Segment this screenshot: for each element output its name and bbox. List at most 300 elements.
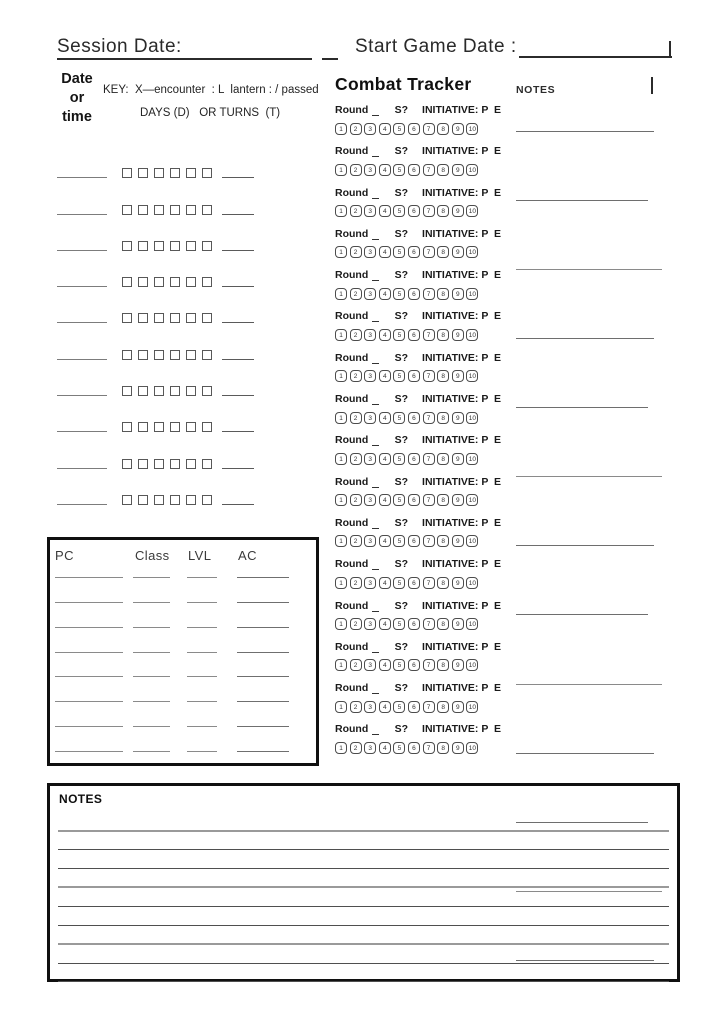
- date-time-fill-line[interactable]: [57, 394, 107, 396]
- notes-fill-line[interactable]: [58, 926, 669, 946]
- turn-checkbox[interactable]: [186, 205, 196, 215]
- segment-counter-chip[interactable]: 10: [466, 453, 478, 465]
- segment-counter-chip[interactable]: 9: [452, 246, 464, 258]
- segment-counter-chip[interactable]: 3: [364, 329, 376, 341]
- segment-counter-chip[interactable]: 3: [364, 205, 376, 217]
- segment-counter-chip[interactable]: 3: [364, 412, 376, 424]
- segment-counter-chip[interactable]: 5: [393, 412, 405, 424]
- turn-checkbox[interactable]: [202, 205, 212, 215]
- turn-count-fill-line[interactable]: [222, 394, 254, 396]
- time-log-row: [57, 142, 267, 178]
- segment-counter-chip[interactable]: 1: [335, 535, 347, 547]
- segment-counter-chip[interactable]: 6: [408, 494, 420, 506]
- combat-note-fill-line[interactable]: [516, 753, 654, 754]
- round-number-fill-line[interactable]: [372, 355, 378, 364]
- segment-counter-chip[interactable]: 1: [335, 618, 347, 630]
- turn-checkbox[interactable]: [186, 459, 196, 469]
- start-game-date-blank[interactable]: [519, 36, 672, 58]
- date-time-fill-line[interactable]: [57, 213, 107, 215]
- turn-checkbox[interactable]: [170, 313, 180, 323]
- turn-checkbox[interactable]: [202, 459, 212, 469]
- turn-checkbox[interactable]: [138, 386, 148, 396]
- turn-checkbox[interactable]: [186, 386, 196, 396]
- segment-counter-chip[interactable]: 9: [452, 370, 464, 382]
- turn-checkbox[interactable]: [122, 241, 132, 251]
- pc-table-header: Class: [135, 548, 170, 563]
- segment-counter-chip[interactable]: 1: [335, 288, 347, 300]
- segment-counter-chip[interactable]: 2: [350, 329, 362, 341]
- round-number-fill-line[interactable]: [372, 437, 378, 446]
- segment-counter-chip[interactable]: 6: [408, 370, 420, 382]
- segment-counter-chip[interactable]: 8: [437, 618, 449, 630]
- round-number-fill-line[interactable]: [372, 148, 378, 157]
- segment-counter-chip[interactable]: 5: [393, 370, 405, 382]
- segment-counter-chip[interactable]: 3: [364, 659, 376, 671]
- segment-counter-chip[interactable]: 10: [466, 494, 478, 506]
- date-time-fill-line[interactable]: [57, 321, 107, 323]
- pc-level-fill-line[interactable]: [187, 751, 217, 752]
- notes-fill-line[interactable]: [58, 812, 669, 832]
- turn-checkbox[interactable]: [170, 241, 180, 251]
- segment-counter-chip[interactable]: 10: [466, 412, 478, 424]
- turn-checkbox[interactable]: [154, 350, 164, 360]
- segment-counter-chip[interactable]: 6: [408, 246, 420, 258]
- segment-counter-chip[interactable]: 9: [452, 618, 464, 630]
- round-number-fill-line[interactable]: [372, 272, 378, 281]
- turn-checkbox[interactable]: [154, 205, 164, 215]
- segment-counter-chip[interactable]: 7: [423, 288, 435, 300]
- combat-note-fill-line[interactable]: [516, 269, 662, 270]
- segment-counter-chip[interactable]: 3: [364, 370, 376, 382]
- segment-counter-chip[interactable]: 9: [452, 494, 464, 506]
- segment-counter-chip[interactable]: 7: [423, 205, 435, 217]
- segment-counter-chip[interactable]: 3: [364, 288, 376, 300]
- turn-checkbox[interactable]: [186, 277, 196, 287]
- turn-checkbox-group: [122, 168, 212, 178]
- segment-counter-chip[interactable]: 1: [335, 246, 347, 258]
- turn-checkbox[interactable]: [138, 168, 148, 178]
- segment-counter-chip[interactable]: 10: [466, 205, 478, 217]
- segment-counter-chip[interactable]: 1: [335, 123, 347, 135]
- segment-counter-chip[interactable]: 5: [393, 659, 405, 671]
- turn-checkbox[interactable]: [202, 168, 212, 178]
- segment-counter-chip[interactable]: 10: [466, 329, 478, 341]
- combat-notes-heading: NOTES: [516, 84, 556, 96]
- segment-counter-chip[interactable]: 2: [350, 618, 362, 630]
- segment-counter-chip[interactable]: 7: [423, 453, 435, 465]
- turn-checkbox[interactable]: [170, 205, 180, 215]
- turn-checkbox[interactable]: [138, 459, 148, 469]
- segment-counter-chip[interactable]: 8: [437, 164, 449, 176]
- turn-count-fill-line[interactable]: [222, 249, 254, 251]
- segment-counter-chip[interactable]: 8: [437, 329, 449, 341]
- turn-checkbox[interactable]: [170, 459, 180, 469]
- turn-count-fill-line[interactable]: [222, 358, 254, 360]
- turn-checkbox[interactable]: [122, 350, 132, 360]
- segment-counter-chip[interactable]: 10: [466, 659, 478, 671]
- segment-counter-chip[interactable]: 4: [379, 494, 391, 506]
- segment-counter-chip[interactable]: 2: [350, 577, 362, 589]
- round-number-fill-line[interactable]: [372, 603, 378, 612]
- pc-class-fill-line[interactable]: [133, 751, 170, 752]
- segment-counter-chip[interactable]: 4: [379, 288, 391, 300]
- pc-table-row: [50, 603, 316, 628]
- round-number-fill-line[interactable]: [372, 644, 378, 653]
- segment-counter-chip[interactable]: 4: [379, 164, 391, 176]
- round-number-fill-line[interactable]: [372, 231, 378, 240]
- segment-counter-chip[interactable]: 10: [466, 577, 478, 589]
- segment-counter-chip[interactable]: 5: [393, 164, 405, 176]
- surprise-label: S?: [394, 475, 409, 488]
- segment-counter-chip[interactable]: 3: [364, 246, 376, 258]
- segment-counter-chip[interactable]: 9: [452, 577, 464, 589]
- round-number-fill-line[interactable]: [372, 190, 378, 199]
- segment-counter-chip[interactable]: 9: [452, 535, 464, 547]
- segment-counter-chip[interactable]: 4: [379, 701, 391, 713]
- turn-checkbox[interactable]: [170, 277, 180, 287]
- segment-counter-chip[interactable]: 3: [364, 701, 376, 713]
- segment-counter-chip[interactable]: 9: [452, 742, 464, 754]
- turn-checkbox[interactable]: [154, 168, 164, 178]
- segment-counter-chip[interactable]: 9: [452, 205, 464, 217]
- segment-counter-chip[interactable]: 4: [379, 246, 391, 258]
- segment-counter-chip[interactable]: 5: [393, 288, 405, 300]
- segment-counter-chip[interactable]: 5: [393, 453, 405, 465]
- segment-counter-chip[interactable]: 10: [466, 246, 478, 258]
- segment-counter-chip[interactable]: 4: [379, 453, 391, 465]
- segment-counter-chip[interactable]: 7: [423, 742, 435, 754]
- segment-counter-chip[interactable]: 8: [437, 494, 449, 506]
- segment-counter-chip[interactable]: 6: [408, 288, 420, 300]
- segment-counter-chip[interactable]: 8: [437, 535, 449, 547]
- segment-counter-chip[interactable]: 6: [408, 123, 420, 135]
- date-time-fill-line[interactable]: [57, 176, 107, 178]
- turn-checkbox[interactable]: [122, 422, 132, 432]
- segment-counter-chip[interactable]: 6: [408, 577, 420, 589]
- date-time-fill-line[interactable]: [57, 249, 107, 251]
- segment-counter-chip[interactable]: 5: [393, 246, 405, 258]
- segment-counter-chip[interactable]: 3: [364, 577, 376, 589]
- segment-counter-chip[interactable]: 6: [408, 659, 420, 671]
- segment-counter-chip[interactable]: 7: [423, 618, 435, 630]
- segment-counter-chip[interactable]: 2: [350, 494, 362, 506]
- segment-counter-chip[interactable]: 1: [335, 164, 347, 176]
- segment-counter-chip[interactable]: 9: [452, 288, 464, 300]
- segment-counter-chip[interactable]: 4: [379, 205, 391, 217]
- segment-counter-chip[interactable]: 7: [423, 246, 435, 258]
- segment-counter-chip[interactable]: 10: [466, 288, 478, 300]
- segment-counter-chip[interactable]: 1: [335, 742, 347, 754]
- segment-counter-chip[interactable]: 3: [364, 535, 376, 547]
- round-number-fill-line[interactable]: [372, 520, 378, 529]
- combat-note-fill-line[interactable]: [516, 545, 654, 546]
- date-time-fill-line[interactable]: [57, 467, 107, 469]
- segment-counter-chip[interactable]: 7: [423, 494, 435, 506]
- segment-counter-chip[interactable]: 5: [393, 123, 405, 135]
- turn-count-fill-line[interactable]: [222, 467, 254, 469]
- round-number-fill-line[interactable]: [372, 685, 378, 694]
- segment-counter-chip[interactable]: 10: [466, 701, 478, 713]
- segment-counter-chip[interactable]: 6: [408, 329, 420, 341]
- segment-counter-chip[interactable]: 8: [437, 246, 449, 258]
- turn-checkbox[interactable]: [138, 277, 148, 287]
- turn-checkbox[interactable]: [202, 422, 212, 432]
- segment-counter-chip[interactable]: 7: [423, 370, 435, 382]
- segment-counter-chip[interactable]: 9: [452, 412, 464, 424]
- segment-counter-chip[interactable]: 9: [452, 164, 464, 176]
- round-number-fill-line[interactable]: [372, 107, 378, 116]
- segment-counter-chip[interactable]: 7: [423, 535, 435, 547]
- pc-ac-fill-line[interactable]: [237, 751, 289, 752]
- turn-checkbox[interactable]: [170, 495, 180, 505]
- segment-counter-chip[interactable]: 6: [408, 453, 420, 465]
- turn-checkbox[interactable]: [122, 277, 132, 287]
- segment-counter-chip[interactable]: 9: [452, 701, 464, 713]
- turn-checkbox[interactable]: [186, 241, 196, 251]
- turn-checkbox[interactable]: [138, 205, 148, 215]
- combat-note-fill-line[interactable]: [516, 338, 654, 339]
- segment-counter-chip[interactable]: 10: [466, 164, 478, 176]
- segment-counter-chip[interactable]: 4: [379, 577, 391, 589]
- segment-counter-chip[interactable]: 9: [452, 659, 464, 671]
- turn-checkbox[interactable]: [202, 313, 212, 323]
- segment-counter-chip[interactable]: 4: [379, 370, 391, 382]
- turn-checkbox[interactable]: [154, 459, 164, 469]
- segment-counter-chip[interactable]: 4: [379, 412, 391, 424]
- segment-counter-chip[interactable]: 4: [379, 535, 391, 547]
- round-number-fill-line[interactable]: [372, 726, 378, 735]
- turn-checkbox[interactable]: [186, 495, 196, 505]
- segment-counter-chip[interactable]: 8: [437, 412, 449, 424]
- segment-counter-chip[interactable]: 8: [437, 659, 449, 671]
- segment-counter-chip[interactable]: 2: [350, 288, 362, 300]
- segment-counter-chip[interactable]: 4: [379, 659, 391, 671]
- date-time-fill-line[interactable]: [57, 430, 107, 432]
- turn-checkbox[interactable]: [154, 422, 164, 432]
- notes-fill-line[interactable]: [58, 907, 669, 926]
- segment-counter-chip[interactable]: 10: [466, 742, 478, 754]
- turn-checkbox[interactable]: [122, 205, 132, 215]
- turn-checkbox[interactable]: [154, 241, 164, 251]
- combat-note-fill-line[interactable]: [516, 131, 654, 132]
- segment-counter-chip[interactable]: 2: [350, 164, 362, 176]
- segment-counter-chip[interactable]: 6: [408, 742, 420, 754]
- turn-checkbox[interactable]: [170, 386, 180, 396]
- segment-counter-chip[interactable]: 5: [393, 329, 405, 341]
- turn-count-fill-line[interactable]: [222, 503, 254, 505]
- segment-counter-chip[interactable]: 5: [393, 618, 405, 630]
- segment-counter-chip[interactable]: 10: [466, 123, 478, 135]
- segment-counter-chip[interactable]: 5: [393, 535, 405, 547]
- segment-counter-chip[interactable]: 2: [350, 742, 362, 754]
- segment-counter-chip[interactable]: 8: [437, 288, 449, 300]
- surprise-label: S?: [394, 682, 409, 695]
- turn-checkbox[interactable]: [202, 350, 212, 360]
- round-number-fill-line[interactable]: [372, 561, 378, 570]
- segment-counter-chip[interactable]: 6: [408, 412, 420, 424]
- segment-counter-chip[interactable]: 5: [393, 494, 405, 506]
- turn-checkbox[interactable]: [122, 168, 132, 178]
- segment-counter-chip[interactable]: 7: [423, 164, 435, 176]
- turn-checkbox[interactable]: [138, 495, 148, 505]
- combat-note-fill-line[interactable]: [516, 614, 648, 615]
- segment-counter-row: [335, 577, 501, 589]
- segment-counter-chip[interactable]: 3: [364, 164, 376, 176]
- segment-counter-chip[interactable]: 10: [466, 618, 478, 630]
- combat-note-fill-line[interactable]: [516, 200, 648, 201]
- segment-counter-chip[interactable]: 2: [350, 659, 362, 671]
- turn-checkbox[interactable]: [186, 422, 196, 432]
- turn-count-fill-line[interactable]: [222, 430, 254, 432]
- segment-counter-chip[interactable]: 1: [335, 329, 347, 341]
- turn-count-fill-line[interactable]: [222, 285, 254, 287]
- turn-checkbox[interactable]: [138, 350, 148, 360]
- segment-counter-chip[interactable]: 4: [379, 123, 391, 135]
- turn-checkbox[interactable]: [154, 277, 164, 287]
- segment-counter-chip[interactable]: 7: [423, 123, 435, 135]
- round-label-row: [335, 517, 501, 529]
- round-number-fill-line[interactable]: [372, 313, 378, 322]
- segment-counter-chip[interactable]: 7: [423, 659, 435, 671]
- segment-counter-chip[interactable]: 5: [393, 701, 405, 713]
- turn-checkbox[interactable]: [186, 168, 196, 178]
- segment-counter-chip[interactable]: 8: [437, 577, 449, 589]
- segment-counter-chip[interactable]: 2: [350, 246, 362, 258]
- segment-counter-chip[interactable]: 9: [452, 329, 464, 341]
- turn-checkbox[interactable]: [186, 350, 196, 360]
- segment-counter-chip[interactable]: 3: [364, 742, 376, 754]
- turn-checkbox[interactable]: [122, 459, 132, 469]
- turn-checkbox[interactable]: [170, 168, 180, 178]
- segment-counter-chip[interactable]: 8: [437, 205, 449, 217]
- segment-counter-chip[interactable]: 5: [393, 742, 405, 754]
- date-time-fill-line[interactable]: [57, 358, 107, 360]
- segment-counter-chip[interactable]: 1: [335, 494, 347, 506]
- segment-counter-chip[interactable]: 8: [437, 742, 449, 754]
- turn-checkbox[interactable]: [154, 386, 164, 396]
- turn-checkbox[interactable]: [122, 495, 132, 505]
- turn-count-fill-line[interactable]: [222, 213, 254, 215]
- segment-counter-chip[interactable]: 3: [364, 453, 376, 465]
- notes-fill-line[interactable]: [58, 832, 669, 851]
- combat-note-fill-line[interactable]: [516, 476, 662, 477]
- segment-counter-chip[interactable]: 6: [408, 164, 420, 176]
- turn-checkbox[interactable]: [202, 495, 212, 505]
- segment-counter-chip[interactable]: 1: [335, 577, 347, 589]
- combat-tracker-blocks: [335, 104, 501, 765]
- segment-counter-chip[interactable]: 4: [379, 742, 391, 754]
- segment-counter-chip[interactable]: 8: [437, 701, 449, 713]
- round-number-fill-line[interactable]: [372, 396, 378, 405]
- segment-counter-chip[interactable]: 3: [364, 494, 376, 506]
- notes-fill-line[interactable]: [58, 869, 669, 889]
- date-time-fill-line[interactable]: [57, 503, 107, 505]
- segment-counter-chip[interactable]: 10: [466, 535, 478, 547]
- segment-counter-chip[interactable]: 7: [423, 701, 435, 713]
- segment-counter-chip[interactable]: 1: [335, 412, 347, 424]
- turn-count-fill-line[interactable]: [222, 321, 254, 323]
- segment-counter-chip[interactable]: 8: [437, 453, 449, 465]
- segment-counter-chip[interactable]: 8: [437, 123, 449, 135]
- notes-fill-line[interactable]: [58, 888, 669, 907]
- turn-checkbox[interactable]: [154, 313, 164, 323]
- segment-counter-chip[interactable]: 6: [408, 205, 420, 217]
- combat-note-fill-line[interactable]: [516, 407, 648, 408]
- initiative-label: INITIATIVE: P E: [422, 723, 501, 736]
- segment-counter-chip[interactable]: 1: [335, 370, 347, 382]
- turn-checkbox[interactable]: [138, 313, 148, 323]
- segment-counter-chip[interactable]: 5: [393, 577, 405, 589]
- turn-checkbox-group: [122, 495, 212, 505]
- segment-counter-chip[interactable]: 9: [452, 123, 464, 135]
- segment-counter-chip[interactable]: 10: [466, 370, 478, 382]
- turn-checkbox[interactable]: [170, 350, 180, 360]
- segment-counter-chip[interactable]: 1: [335, 701, 347, 713]
- segment-counter-chip[interactable]: 1: [335, 659, 347, 671]
- segment-counter-chip[interactable]: 7: [423, 412, 435, 424]
- segment-counter-chip[interactable]: 2: [350, 123, 362, 135]
- round-label: Round: [335, 310, 369, 323]
- segment-counter-chip[interactable]: 8: [437, 370, 449, 382]
- turn-checkbox[interactable]: [154, 495, 164, 505]
- turn-checkbox[interactable]: [202, 241, 212, 251]
- segment-counter-chip[interactable]: 7: [423, 329, 435, 341]
- segment-counter-chip[interactable]: 3: [364, 123, 376, 135]
- turn-checkbox[interactable]: [170, 422, 180, 432]
- segment-counter-chip[interactable]: 9: [452, 453, 464, 465]
- segment-counter-chip[interactable]: 4: [379, 329, 391, 341]
- combat-note-slot: [516, 200, 666, 242]
- combat-note-fill-line[interactable]: [516, 684, 662, 685]
- initiative-label: INITIATIVE: P E: [422, 227, 501, 240]
- turn-checkbox[interactable]: [202, 277, 212, 287]
- session-date-field[interactable]: [57, 36, 312, 60]
- segment-counter-chip[interactable]: 2: [350, 701, 362, 713]
- segment-counter-chip[interactable]: 2: [350, 370, 362, 382]
- turn-count-fill-line[interactable]: [222, 176, 254, 178]
- turn-checkbox[interactable]: [122, 386, 132, 396]
- turn-checkbox[interactable]: [122, 313, 132, 323]
- segment-counter-chip[interactable]: 7: [423, 577, 435, 589]
- combat-note-slot: [516, 338, 666, 380]
- turn-checkbox[interactable]: [202, 386, 212, 396]
- turn-checkbox[interactable]: [186, 313, 196, 323]
- segment-counter-chip[interactable]: 6: [408, 701, 420, 713]
- segment-counter-chip[interactable]: 1: [335, 453, 347, 465]
- segment-counter-chip[interactable]: 2: [350, 205, 362, 217]
- notes-fill-line[interactable]: [58, 964, 669, 983]
- turn-checkbox[interactable]: [138, 241, 148, 251]
- pc-name-fill-line[interactable]: [55, 751, 123, 752]
- segment-counter-chip[interactable]: 2: [350, 453, 362, 465]
- segment-counter-chip[interactable]: 4: [379, 618, 391, 630]
- segment-counter-chip[interactable]: 5: [393, 205, 405, 217]
- segment-counter-chip[interactable]: 6: [408, 535, 420, 547]
- segment-counter-chip[interactable]: 2: [350, 535, 362, 547]
- segment-counter-chip[interactable]: 1: [335, 205, 347, 217]
- segment-counter-chip[interactable]: 3: [364, 618, 376, 630]
- date-time-fill-line[interactable]: [57, 285, 107, 287]
- round-block: [335, 269, 501, 310]
- turn-checkbox[interactable]: [138, 422, 148, 432]
- notes-fill-line[interactable]: [58, 945, 669, 964]
- notes-fill-line[interactable]: [58, 850, 669, 869]
- start-game-date-field[interactable]: [355, 36, 672, 58]
- segment-counter-chip[interactable]: 2: [350, 412, 362, 424]
- round-block: [335, 352, 501, 393]
- segment-counter-chip[interactable]: 6: [408, 618, 420, 630]
- round-number-fill-line[interactable]: [372, 479, 378, 488]
